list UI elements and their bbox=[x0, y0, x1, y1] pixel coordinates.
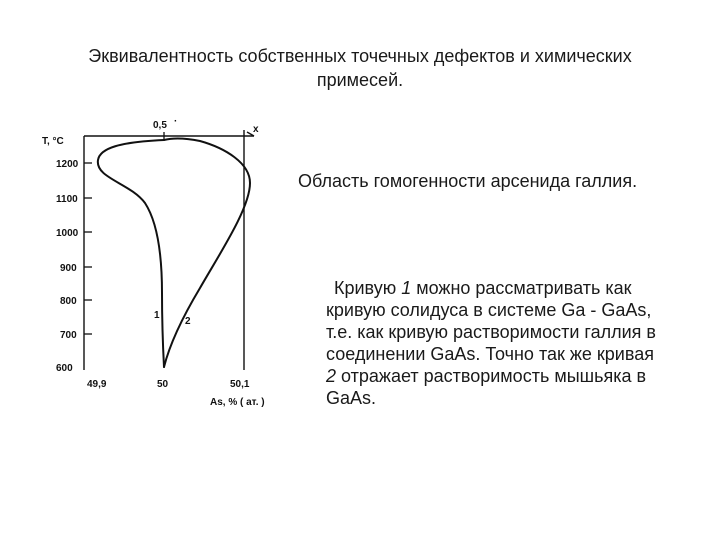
curve-1-reference: 1 bbox=[401, 278, 412, 298]
y-tick-label-1000: 1000 bbox=[56, 228, 79, 239]
y-tick-label-1100: 1100 bbox=[56, 194, 78, 205]
y-axis-label: T, °C bbox=[42, 136, 64, 147]
description-line-2: кривую солидуса в системе Ga - GaAs, bbox=[326, 300, 652, 320]
top-axis-x-label: x bbox=[253, 124, 259, 135]
x-axis-label: As, % ( ат. ) bbox=[210, 397, 265, 408]
x-tick-label-50: 50 bbox=[157, 379, 169, 390]
diagram-frame bbox=[84, 130, 254, 370]
description-line-4: соединении GaAs. Точно так же кривая bbox=[326, 344, 654, 364]
y-tick-label-1200: 1200 bbox=[56, 159, 79, 170]
curve-2 bbox=[164, 139, 250, 367]
diagram-caption: Область гомогенности арсенида галлия. bbox=[298, 171, 638, 191]
curve-2-label: 2 bbox=[185, 316, 191, 327]
y-tick-label-600: 600 bbox=[56, 363, 73, 374]
y-tick-label-800: 800 bbox=[60, 296, 77, 307]
x-tick-label-50-1: 50,1 bbox=[230, 379, 250, 390]
curve-1-label: 1 bbox=[154, 310, 160, 321]
slide-title-line-1: Эквивалентность собственных точечных дефектов и химических bbox=[88, 46, 632, 66]
description-text: Кривую bbox=[334, 278, 402, 298]
description-line-5 bbox=[326, 365, 710, 387]
description-line-6: GaAs. bbox=[326, 388, 377, 408]
description-text: можно рассматривать как bbox=[411, 278, 632, 298]
description-line-3: т.е. как кривую растворимости галлия в bbox=[326, 322, 656, 342]
slide-title-line-2: примесей. bbox=[316, 70, 404, 90]
y-tick-label-900: 900 bbox=[60, 263, 77, 274]
phase-diagram-svg bbox=[40, 108, 290, 413]
y-ticks bbox=[84, 163, 92, 334]
top-tick-label: 0,5 bbox=[153, 120, 167, 131]
slide-title bbox=[40, 44, 680, 92]
phase-diagram bbox=[40, 108, 290, 413]
curve-2-reference: 2 bbox=[326, 366, 337, 386]
x-tick-label-49-9: 49,9 bbox=[87, 379, 107, 390]
description-text: отражает растворимость мышьяка в bbox=[336, 366, 647, 386]
curve-1 bbox=[98, 140, 164, 367]
description-line-1 bbox=[326, 277, 710, 299]
y-tick-label-700: 700 bbox=[60, 330, 77, 341]
top-axis-dot: · bbox=[174, 116, 178, 127]
description-paragraph bbox=[326, 277, 710, 409]
